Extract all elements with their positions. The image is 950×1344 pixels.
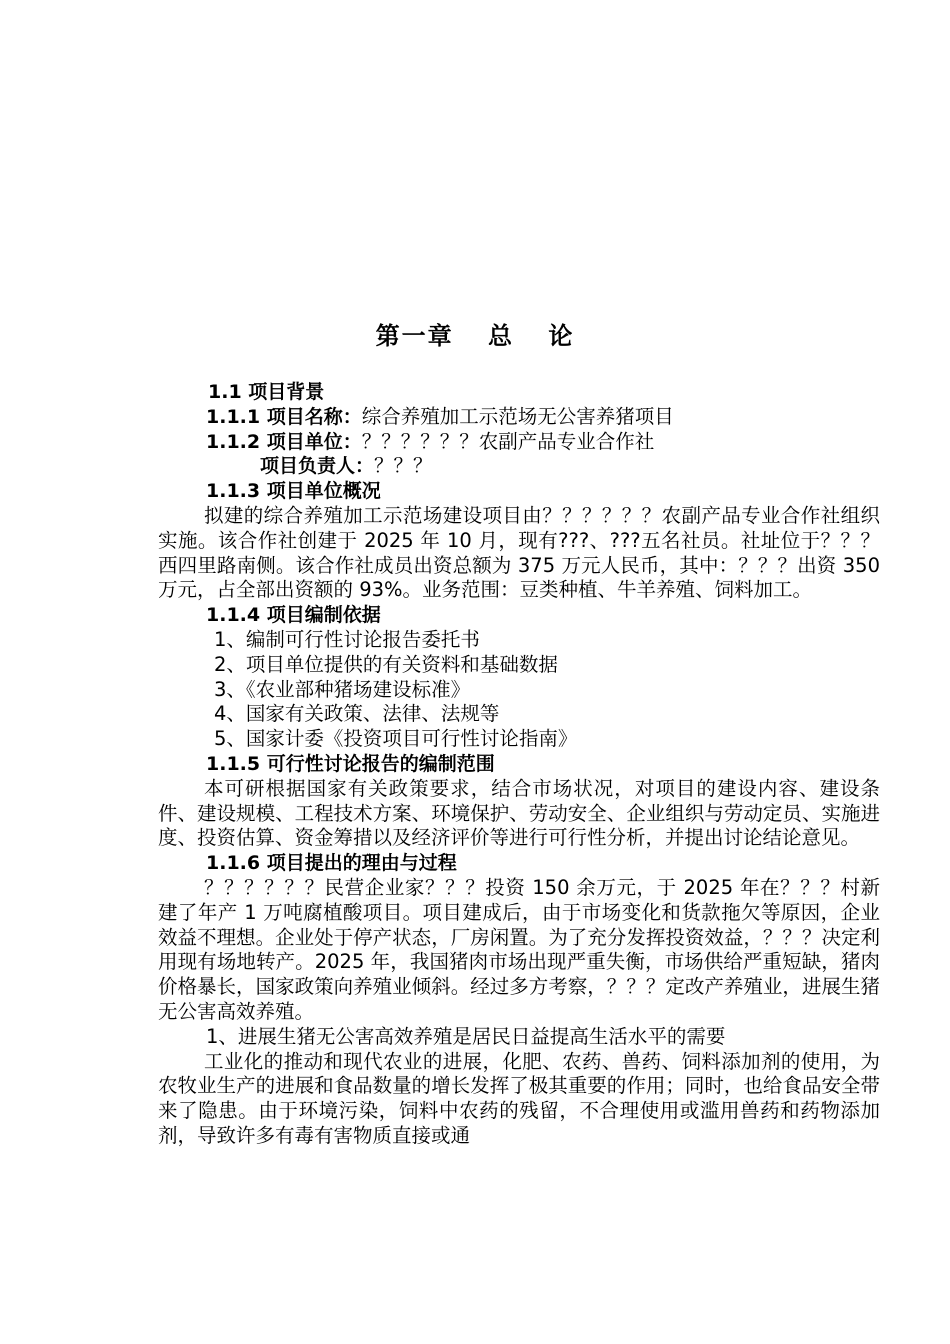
- chapter-title: [0, 316, 950, 351]
- project-unit-value: ？？？？？？农副产品专业合作社: [361, 429, 655, 453]
- project-name-value: 综合养殖加工示范场无公害养猪项目: [361, 404, 674, 428]
- project-name-label: 1.1.1 项目名称：: [206, 405, 362, 428]
- basis-item-4: 4、国家有关政策、法律、法规等: [214, 702, 500, 726]
- section-heading-1-1: 1.1 项目背景: [208, 381, 325, 403]
- project-unit-line: [158, 430, 880, 455]
- project-leader-label: 项目负责人：: [260, 455, 375, 478]
- chapter-number: 第一章: [375, 322, 454, 350]
- section-heading-1-1-3: 1.1.3 项目单位概况: [206, 480, 381, 503]
- section-heading-1-1-6: 1.1.6 项目提出的理由与过程: [206, 852, 457, 875]
- basis-item-3: 3、《农业部种猪场建设标准》: [214, 677, 471, 701]
- project-leader-line: [158, 454, 880, 479]
- basis-item-1: 1、编制可行性讨论报告委托书: [214, 627, 480, 651]
- chapter-title-char-2: 论: [548, 322, 575, 350]
- section-heading-1-1-5: 1.1.5 可行性讨论报告的编制范围: [206, 752, 495, 775]
- paragraph-reasons: ？？？？？？民营企业家？？？投资 150 余万元，于 2025 年在？？？村新建了年产 1 万吨腐植酸项目。项目建成后，由于市场变化和货款拖欠等原因，企业效益不理想。企业处于停产状态，厂房闲置。为了充分发挥投资效益，？？？决定利用现有场地转产。2025 年，我国猪肉市场出现严重失衡，市场供给严重短缺，猪肉价格暴长，国家政策向养殖业倾斜。经过多方考察，？？？定改产养殖业，进展生猪无公害高效养殖。: [158, 875, 880, 1023]
- section-heading-1-1-4: 1.1.4 项目编制依据: [206, 604, 381, 627]
- project-unit-label: 1.1.2 项目单位：: [206, 430, 362, 453]
- chapter-title-char-1: 总: [488, 322, 514, 350]
- document-body: [158, 380, 880, 1149]
- basis-item-5: 5、国家计委《投资项目可行性讨论指南》: [214, 727, 578, 751]
- reason-item-1: 1、进展生猪无公害高效养殖是居民日益提高生活水平的需要: [206, 1024, 726, 1048]
- project-name-line: [158, 405, 880, 430]
- project-leader-value: ？？？: [374, 454, 433, 478]
- paragraph-food-safety: 工业化的推动和现代农业的进展，化肥、农药、兽药、饲料添加剂的使用，为农牧业生产的进展和食品数量的增长发挥了极其重要的作用；同时，也给食品安全带来了隐患。由于环境污染，饲料中农药的残留，不合理使用或滥用兽药和药物添加剂，导致许多有毒有害物质直接或通: [158, 1049, 880, 1147]
- basis-item-2: 2、项目单位提供的有关资料和基础数据: [214, 652, 558, 676]
- paragraph-scope: 本可研根据国家有关政策要求，结合市场状况，对项目的建设内容、建设条件、建设规模、工程技术方案、环境保护、劳动安全、企业组织与劳动定员、实施进度、投资估算、资金筹措以及经济评价等进行可行性分析，并提出讨论结论意见。: [158, 776, 880, 850]
- paragraph-unit-overview: 拟建的综合养殖加工示范场建设项目由？？？？？？农副产品专业合作社组织实施。该合作社创建于 2025 年 10 月，现有???、???五名社员。社址位于？？？西四里路南侧。该合作社成员出资总额为 375 万元人民币，其中：？？？出资 350 万元，占全部出资额的 93%。业务范围：豆类种植、牛羊养殖、饲料加工。: [158, 503, 880, 602]
